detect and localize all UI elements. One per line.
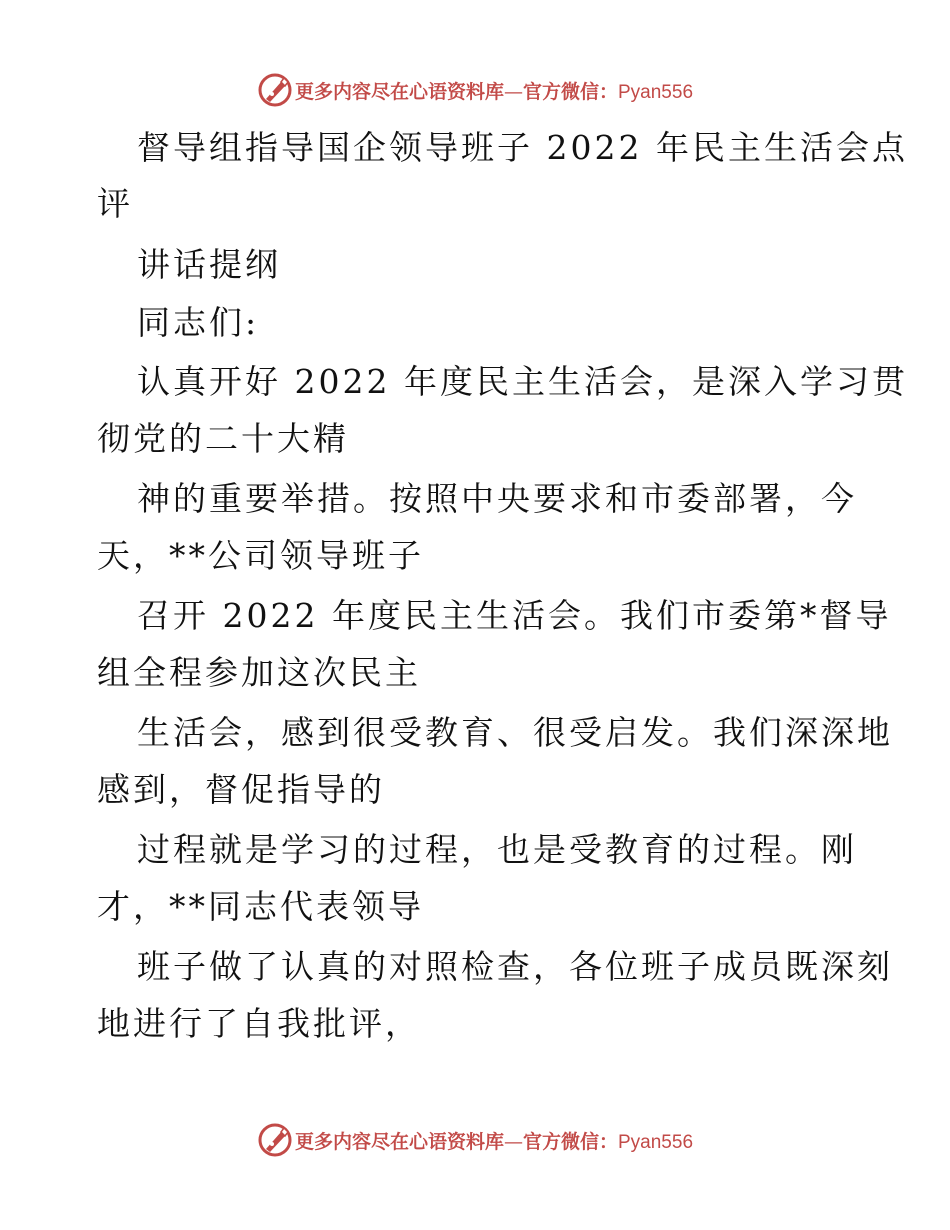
text-line: 天，**公司领导班子 [97, 536, 424, 575]
watermark-wechat-id: Pyan556 [618, 1131, 694, 1153]
text-line: 督导组指导国企领导班子 2022 年民主生活会点 [137, 128, 908, 167]
footer-watermark [0, 1120, 950, 1160]
text-line: 神的重要举措。按照中央要求和市委部署，今 [137, 479, 857, 518]
text-line: 班子做了认真的对照检查，各位班子成员既深刻 [137, 947, 893, 986]
text-line: 生活会，感到很受教育、很受启发。我们深深地 [137, 713, 893, 752]
text-line: 过程就是学习的过程，也是受教育的过程。刚 [137, 830, 857, 869]
text-line: 感到，督促指导的 [97, 770, 385, 809]
text-line: 才，**同志代表领导 [97, 887, 424, 926]
watermark-wechat-label: 官方微信： [522, 1130, 618, 1153]
text-line: 同志们: [137, 303, 260, 342]
text-line: 召开 2022 年度民主生活会。我们市委第*督导 [137, 596, 892, 635]
pen-logo-icon [257, 1122, 293, 1158]
text-line: 讲话提纲 [137, 245, 281, 284]
watermark-separator: — [503, 1130, 523, 1153]
watermark-site-text: 更多内容尽在心语资料库 [294, 1130, 504, 1153]
watermark-wechat-label: 官方微信： [522, 80, 618, 103]
text-line: 评 [97, 184, 133, 223]
watermark-separator: — [503, 80, 523, 103]
text-line: 认真开好 2022 年度民主生活会，是深入学习贯 [137, 362, 908, 401]
text-line: 彻党的二十大精 [97, 419, 349, 458]
watermark-wechat-id: Pyan556 [618, 81, 694, 103]
text-line: 地进行了自我批评， [97, 1004, 421, 1043]
watermark-site-text: 更多内容尽在心语资料库 [294, 80, 504, 103]
text-line: 组全程参加这次民主 [97, 653, 421, 692]
